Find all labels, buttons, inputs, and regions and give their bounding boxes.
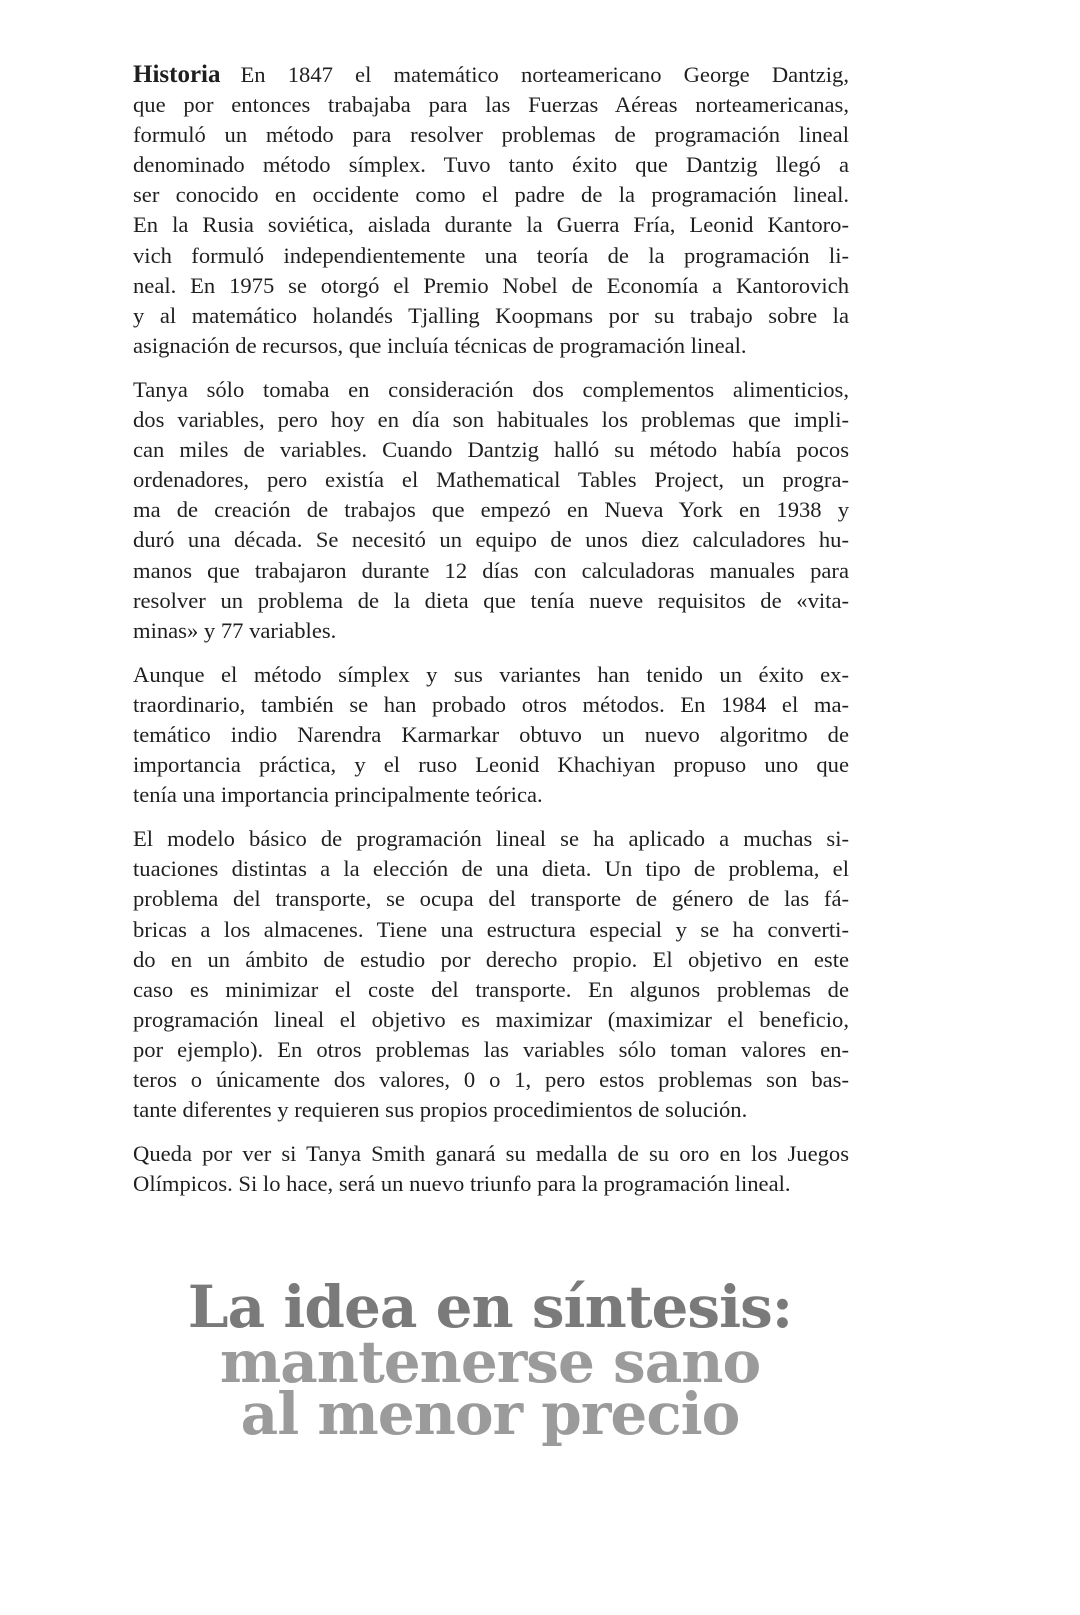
text-line [133, 1169, 849, 1199]
text-line [133, 780, 849, 810]
line-text: Tanya sólo tomaba en consideración dos complementos alimenticios, [133, 376, 849, 402]
line-text: Olímpicos. Si lo hace, será un nuevo triunfo para la programación lineal. [133, 1171, 791, 1197]
text-line [133, 1095, 849, 1125]
paragraph [133, 1139, 849, 1199]
text-line [133, 90, 849, 120]
line-text: vich formuló independientemente una teoría de la programación li- [133, 242, 849, 268]
text-line [133, 884, 849, 914]
line-text: temático indio Narendra Karmarkar obtuvo un nuevo algoritmo de [133, 721, 849, 747]
text-line [133, 301, 849, 331]
line-text: asignación de recursos, que incluía técnicas de programación lineal. [133, 332, 747, 358]
section-lead-heading: Historia [133, 61, 221, 88]
line-text: programación lineal el objetivo es maximizar (maximizar el beneficio, [133, 1006, 849, 1032]
text-line [133, 271, 849, 301]
line-text: tenía una importancia principalmente teórica. [133, 782, 543, 808]
line-text: dos variables, pero hoy en día son habituales los problemas que impli- [133, 407, 849, 433]
line-text: caso es minimizar el coste del transporte. En algunos problemas de [133, 976, 849, 1002]
text-line [133, 854, 849, 884]
line-text: do en un ámbito de estudio por derecho propio. El objetivo en este [133, 946, 849, 972]
synthesis-subtitle-2: al menor precio [240, 1380, 740, 1448]
text-line [133, 1139, 849, 1169]
line-text: bricas a los almacenes. Tiene una estructura especial y se ha converti- [133, 916, 849, 942]
text-line [133, 180, 849, 210]
text-line [133, 120, 849, 150]
text-line [133, 435, 849, 465]
text-line [133, 210, 849, 240]
paragraph [133, 824, 849, 1125]
text-line [133, 750, 849, 780]
text-line [133, 824, 849, 854]
text-line [133, 331, 849, 361]
line-text: minas» y 77 variables. [133, 617, 337, 643]
line-text: tante diferentes y requieren sus propios procedimientos de solución. [133, 1097, 748, 1123]
line-text: por ejemplo). En otros problemas las variables sólo toman valores en- [133, 1036, 849, 1062]
text-line [133, 660, 849, 690]
line-text: tuaciones distintas a la elección de una dieta. Un tipo de problema, el [133, 856, 849, 882]
text-line [133, 150, 849, 180]
text-line [133, 975, 849, 1005]
line-text: formuló un método para resolver problemas de programación lineal [133, 122, 849, 148]
text-line [133, 495, 849, 525]
line-text: ordenadores, pero existía el Mathematical Tables Project, un progra- [133, 467, 849, 493]
line-text: El modelo básico de programación lineal se ha aplicado a muchas si- [133, 826, 849, 852]
text-line [133, 375, 849, 405]
line-text: y al matemático holandés Tjalling Koopmans por su trabajo sobre la [133, 302, 849, 328]
line-text: Aunque el método símplex y sus variantes han tenido un éxito ex- [133, 661, 849, 687]
text-line [133, 915, 849, 945]
text-line [133, 1035, 849, 1065]
text-line [133, 690, 849, 720]
line-text: neal. En 1975 se otorgó el Premio Nobel de Economía a Kantorovich [133, 272, 849, 298]
line-text: traordinario, también se han probado otros métodos. En 1984 el ma- [133, 691, 849, 717]
paragraph [133, 375, 849, 646]
body-text [133, 60, 849, 1213]
line-text: duró una década. Se necesitó un equipo de unos diez calculadores hu- [133, 527, 849, 553]
text-line [133, 1005, 849, 1035]
synthesis-heading [0, 1273, 980, 1448]
history-paragraph [133, 60, 849, 361]
line-text: Queda por ver si Tanya Smith ganará su medalla de su oro en los Juegos [133, 1141, 849, 1167]
text-line [133, 586, 849, 616]
text-line [133, 465, 849, 495]
line-text: que por entonces trabajaba para las Fuerzas Aéreas norteamericanas, [133, 92, 849, 118]
text-line [133, 945, 849, 975]
line-text: teros o únicamente dos valores, 0 o 1, pero estos problemas son bas- [133, 1067, 849, 1092]
line-text: manos que trabajaron durante 12 días con calculadoras manuales para [133, 557, 849, 583]
line-text: ser conocido en occidente como el padre de la programación lineal. [133, 182, 849, 208]
line-text: ma de creación de trabajos que empezó en Nueva York en 1938 y [133, 497, 849, 523]
line-text: resolver un problema de la dieta que tenía nueve requisitos de «vita- [133, 587, 849, 613]
text-line [133, 405, 849, 435]
synthesis-title: La idea en síntesis: [187, 1273, 793, 1341]
paragraph [133, 660, 849, 810]
line-text: problema del transporte, se ocupa del transporte de género de las fá- [133, 886, 849, 912]
line-text: importancia práctica, y el ruso Leonid Khachiyan propuso uno que [133, 752, 849, 778]
line-text: En 1847 el matemático norteamericano George Dantzig, [240, 62, 849, 87]
line-text: denominado método símplex. Tuvo tanto éxito que Dantzig llegó a [133, 152, 849, 178]
text-line [133, 60, 849, 90]
text-line [133, 616, 849, 646]
line-text: En la Rusia soviética, aislada durante la Guerra Fría, Leonid Kantoro- [133, 212, 849, 238]
text-line [133, 720, 849, 750]
line-text: can miles de variables. Cuando Dantzig halló su método había pocos [133, 437, 849, 463]
synthesis-subtitle-1: mantenerse sano [219, 1328, 761, 1396]
text-line [133, 556, 849, 586]
text-line [133, 241, 849, 271]
text-line [133, 525, 849, 555]
text-line [133, 1065, 849, 1095]
